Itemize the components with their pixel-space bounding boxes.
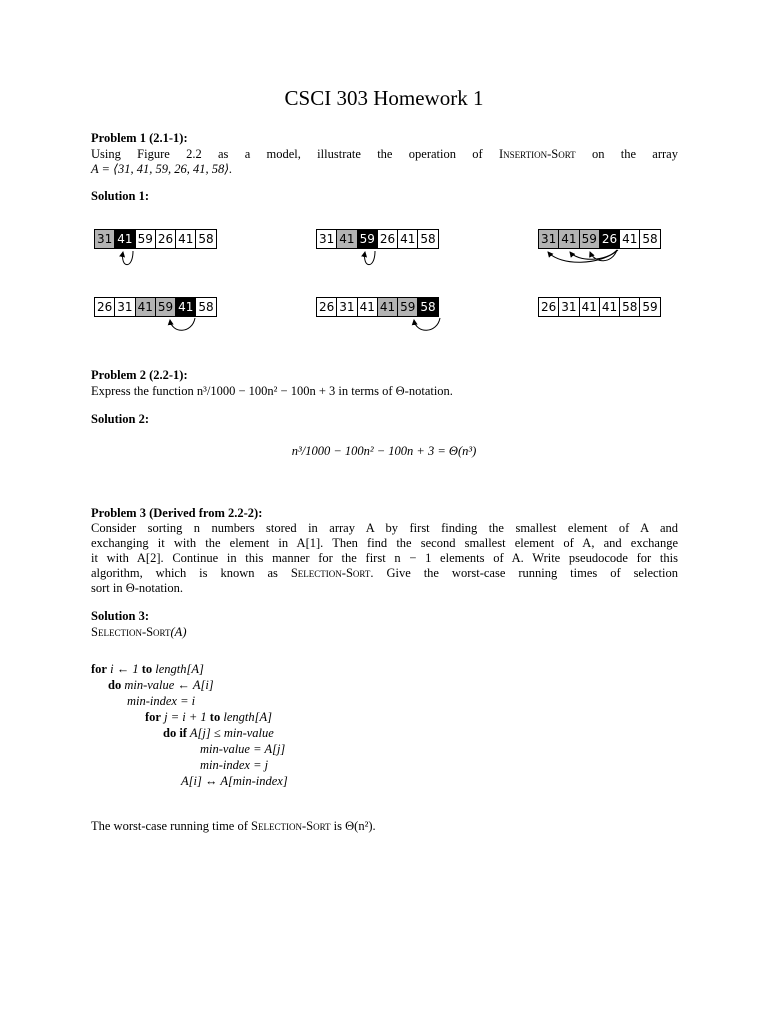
arrow-3b — [570, 250, 617, 259]
array-cell: 41 — [620, 230, 640, 248]
array-cell: 58 — [420, 232, 436, 246]
code-line-8 — [181, 773, 288, 789]
arrow-2 — [365, 251, 375, 265]
array-cell: 41 — [115, 230, 135, 248]
array-cell: 31 — [337, 298, 357, 316]
code-text: min-index = j — [200, 758, 269, 772]
array-cell: 26 — [317, 298, 337, 316]
arrow-5 — [414, 318, 440, 330]
code-line-3 — [127, 693, 195, 709]
procedure-name: Selection-Sort — [91, 625, 171, 639]
code-line-2 — [108, 677, 214, 693]
array-cell: 41 — [337, 230, 357, 248]
arrow-4 — [170, 318, 195, 330]
array-cell: 41 — [136, 298, 156, 316]
code-keyword: for — [145, 710, 161, 724]
problem3-line1: Consider sorting n numbers stored in array A by first finding the smallest element of A and — [91, 521, 678, 535]
code-keyword: do if — [163, 726, 187, 740]
code-text: length[A] — [220, 710, 272, 724]
code-keyword: do — [108, 678, 122, 692]
array-cell: 41 — [559, 230, 579, 248]
solution1-heading: Solution 1: — [91, 189, 150, 203]
array-cell: 31 — [95, 230, 115, 248]
array-cell: 31 — [317, 230, 337, 248]
code-text: j = i + 1 — [160, 710, 210, 724]
problem3-line4 — [91, 566, 678, 581]
problem2-text: Express the function n³/1000 − 100n² − 100n + 3 in terms of Θ-notation. — [91, 384, 453, 398]
solution2-equation: n³/1000 − 100n² − 100n + 3 = Θ(n³) — [291, 444, 477, 458]
code-text: min-index = i — [127, 694, 196, 708]
conclusion — [91, 819, 678, 834]
code-line-7 — [200, 757, 268, 773]
problem1-insertion-sort: Insertion-Sort — [498, 147, 576, 161]
arrow-1 — [123, 251, 133, 265]
array-cell: 59 — [358, 230, 378, 248]
code-line-6 — [200, 741, 285, 757]
procedure-signature — [91, 625, 678, 640]
code-text: length[A] — [152, 662, 204, 676]
array-cell: 58 — [198, 232, 214, 246]
code-keyword: to — [209, 710, 221, 724]
array-cell: 26 — [600, 230, 620, 248]
code-keyword: to — [141, 662, 153, 676]
problem3-line4-a: algorithm, which is known as — [91, 566, 291, 580]
code-keyword: for — [91, 662, 107, 676]
array-cell: 58 — [642, 232, 658, 246]
array-cell: 41 — [398, 230, 418, 248]
array-cell: 59 — [136, 230, 156, 248]
conclusion-selection-sort: Selection-Sort — [251, 819, 331, 833]
array-cell: 26 — [539, 298, 559, 316]
array-cell: 41 — [600, 298, 620, 316]
problem1-text-a: Using Figure 2.2 as a model, illustrate the operation of — [91, 147, 499, 161]
array-cell: 41 — [358, 298, 378, 316]
problem3-selection-sort: Selection-Sort — [290, 566, 371, 580]
code-text: min-value = A[j] — [200, 742, 286, 756]
array-cell: 59 — [580, 230, 600, 248]
code-line-4 — [145, 709, 272, 725]
code-line-5 — [163, 725, 274, 741]
code-text: min-value ← A[i] — [121, 678, 214, 692]
array-cell: 31 — [559, 298, 579, 316]
array-cell: 41 — [378, 298, 398, 316]
problem3-line4-b: . Give the worst-case running times of selection — [370, 566, 678, 580]
array-cell: 59 — [156, 298, 176, 316]
problem2-heading: Problem 2 (2.2-1): — [91, 368, 188, 382]
solution3-heading: Solution 3: — [91, 609, 150, 623]
conclusion-b: is Θ(n²). — [330, 819, 376, 833]
array-cell: 41 — [580, 298, 600, 316]
code-text: A[j] ≤ min-value — [186, 726, 274, 740]
problem1-heading: Problem 1 (2.1-1): — [91, 131, 188, 145]
problem3-heading: Problem 3 (Derived from 2.2-2): — [91, 506, 263, 520]
problem3-line3: it with A[2]. Continue in this manner for the first n − 1 elements of A. Write pseudocode for this — [91, 551, 678, 565]
array-cell: 58 — [620, 298, 640, 316]
code-text: A[i] ↔ A[min-index] — [181, 774, 288, 788]
procedure-arg: (A) — [170, 625, 187, 639]
array-cell: 59 — [642, 300, 658, 314]
page-title: CSCI 303 Homework 1 — [284, 86, 484, 110]
array-cell: 26 — [95, 298, 115, 316]
array-cell: 41 — [176, 230, 196, 248]
array-cell: 26 — [156, 230, 176, 248]
code-text: i ← 1 — [106, 662, 142, 676]
array-cell: 31 — [539, 230, 559, 248]
array-cell: 58 — [198, 300, 214, 314]
array-cell: 26 — [378, 230, 398, 248]
insertion-arrows — [0, 0, 768, 400]
array-cell: 41 — [176, 298, 196, 316]
solution2-heading: Solution 2: — [91, 412, 150, 426]
array-cell: 59 — [398, 298, 418, 316]
array-cell: 58 — [420, 300, 436, 314]
code-line-1 — [91, 661, 204, 677]
conclusion-a: The worst-case running time of — [91, 819, 252, 833]
array-cell: 31 — [115, 298, 135, 316]
problem1-text-b: on the array — [575, 147, 678, 161]
problem3-line5: sort in Θ-notation. — [91, 581, 184, 595]
problem1-text-line2: A = ⟨31, 41, 59, 26, 41, 58⟩. — [91, 162, 233, 176]
problem3-line2: exchanging it with the element in A[1]. Then find the second smallest element of A, and exchange — [91, 536, 678, 550]
